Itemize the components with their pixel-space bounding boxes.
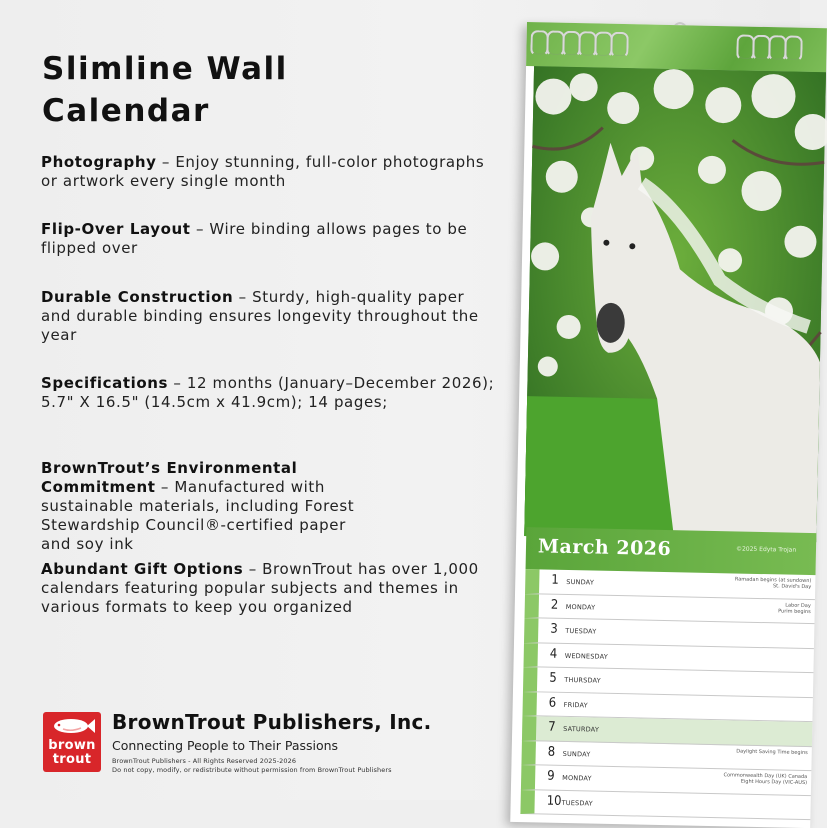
day-number: 7 [548,719,556,735]
feature-photography [41,153,496,191]
feature-heading: Photography [41,153,157,171]
photo-credit: ©2025 Edyta Trojan [735,545,797,554]
feature-text: – BrownTrout has over 1,000 calendars featuring popular subjects and themes in various formats to keep you organized [41,560,479,616]
feature-heading: Abundant Gift Options [41,560,244,578]
feature-flip-over [41,220,496,258]
day-name: MONDAY [562,773,592,783]
feature-specifications [41,374,496,412]
feature-text: – 12 months (January–December 2026); 5.7" X 16.5" (14.5cm x 41.9cm); 14 pages; [41,374,495,411]
day-name: FRIDAY [563,700,588,709]
feature-text: – Wire binding allows pages to be flipped over [41,220,468,257]
day-number: 8 [547,744,556,760]
day-row [520,790,810,821]
day-note: Daylight Saving Time begins [736,748,808,756]
month-title: March 2026 [537,535,672,561]
feature-environmental [41,459,371,554]
feature-heading: BrownTrout’s Environmental Commitment [41,459,298,496]
day-note: Commonwealth Day (UK) Canada Eight Hours Day (VIC-AUS) [723,772,808,787]
browntrout-logo [43,712,101,772]
day-name: SUNDAY [566,577,595,587]
spiral-ring [610,32,629,58]
day-number: 2 [550,597,559,613]
logo-word-trout: trout [52,752,92,767]
horse-in-blossoms-image [524,66,826,542]
feature-heading: Flip-Over Layout [41,220,191,238]
day-number: 3 [550,621,558,637]
day-number: 1 [551,572,559,588]
feature-text: – Enjoy stunning, full-color photographs or artwork every single month [41,153,485,190]
day-name: TUESDAY [561,798,593,808]
month-bar [526,527,817,575]
spiral-ring [784,35,803,61]
day-name: SATURDAY [563,724,600,734]
day-list [520,569,815,820]
day-name: TUESDAY [565,626,597,636]
page-title: Slimline Wall Calendar [42,51,288,129]
day-number: 5 [549,670,557,686]
day-note: Labor Day Purim begins [778,602,811,615]
day-number: 6 [548,695,557,711]
publisher-rights: BrownTrout Publishers - All Rights Reserved 2025-2026 [112,757,297,765]
day-number: 9 [547,768,555,784]
day-name: THURSDAY [564,675,601,685]
day-name: SUNDAY [562,749,591,758]
horse-photo [524,66,826,542]
feature-gift-options [41,560,501,617]
feature-text: – Manufactured with sustainable materials, including Forest Stewardship Council®-certified paper and soy ink [41,478,355,553]
day-number: 10 [546,793,562,809]
publisher-notice: Do not copy, modify, or redistribute without permission from BrownTrout Publishers [112,766,392,774]
publisher-tagline: Connecting People to Their Passions [112,738,339,753]
calendar-product [510,22,827,828]
publisher-name: BrownTrout Publishers, Inc. [112,710,432,734]
logo-word-brown: brown [48,738,96,753]
feature-text: – Sturdy, high-quality paper and durable binding ensures longevity throughout the year [41,288,479,344]
day-name: MONDAY [565,602,596,612]
trout-icon [49,716,95,736]
feature-durable [41,288,496,345]
feature-heading: Specifications [41,374,169,392]
day-number: 4 [549,646,558,662]
day-note: Ramadan begins (at sundown) St. David's Day [734,576,812,591]
feature-heading: Durable Construction [41,288,234,306]
day-name: WEDNESDAY [564,651,609,661]
